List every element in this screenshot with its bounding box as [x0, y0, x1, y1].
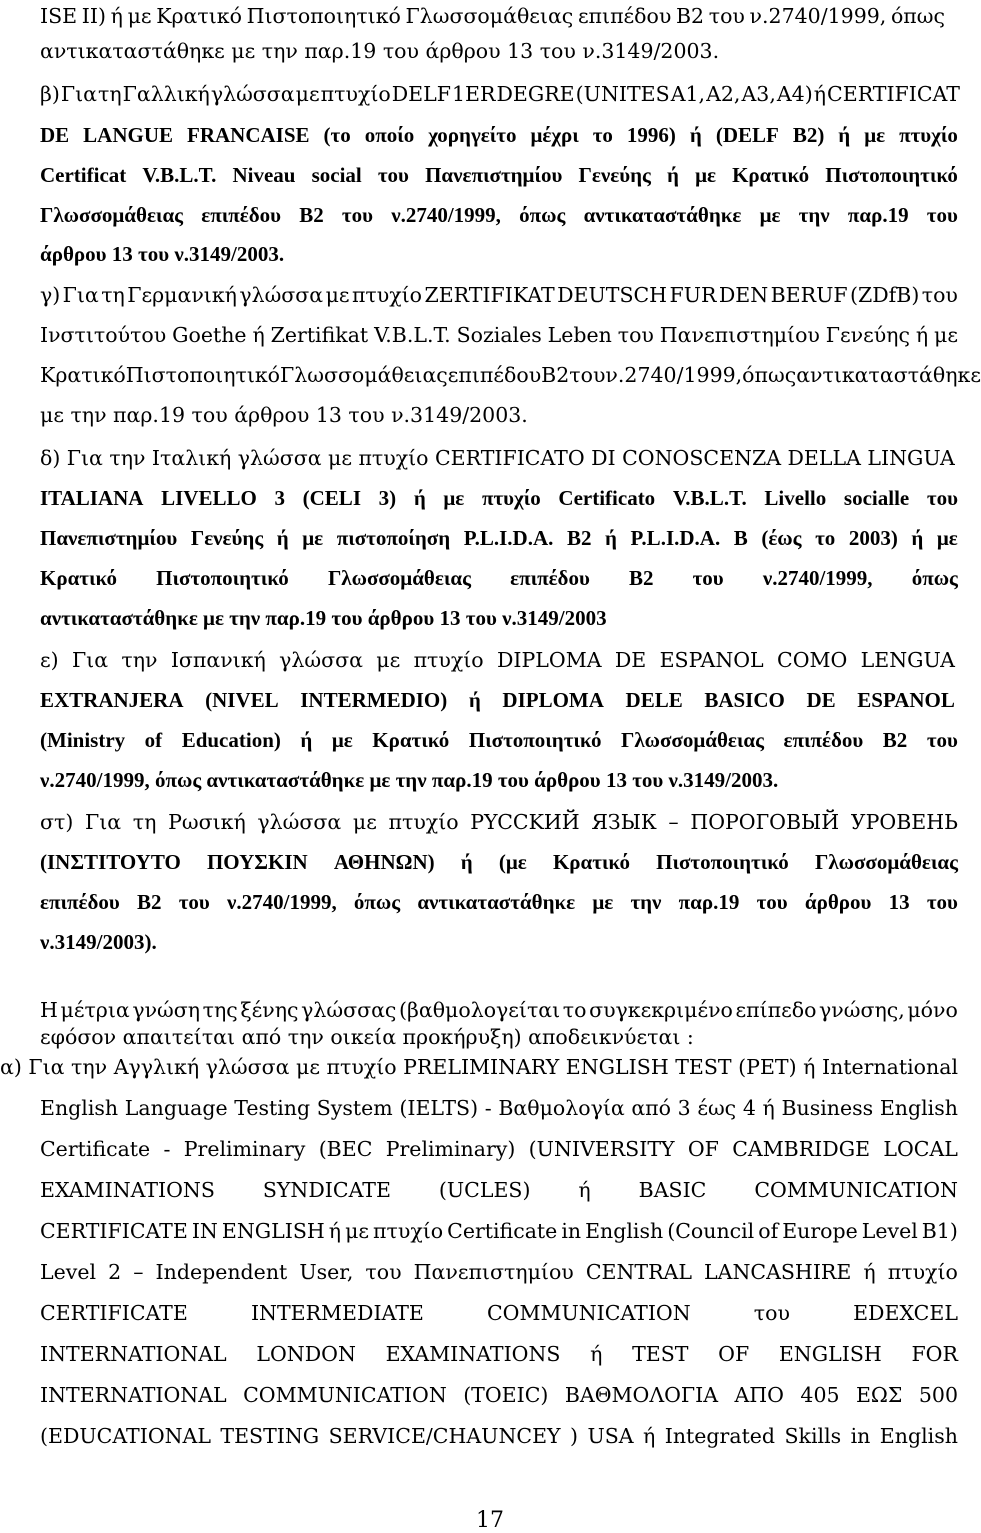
text-line: Certificate - Preliminary (BEC Preliminary) (UNIVERSITY OF CAMBRIDGE LOCAL	[40, 1137, 958, 1161]
text-line: Γλωσσομάθειας επιπέδου Β2 του ν.2740/1999, όπως αντικαταστάθηκε με την παρ.19 του	[40, 203, 958, 227]
text-line: CERTIFICATE IN ENGLISH ή με πτυχίο Certificate in English (Council of Europe Level B1)	[40, 1219, 958, 1243]
text-line: Κρατικό Πιστοποιητικό Γλωσσομάθειας επιπέδου Β2 του ν.2740/1999, όπως αντικαταστάθηκε	[40, 363, 981, 387]
text-line: β) Για τη Γαλλική γλώσσα με πτυχίο DELF 1ER DEGRE (UNITES A1, A2, A3, A4) ή CERTIFICAT	[40, 82, 960, 106]
text-line: INTERNATIONAL COMMUNICATION (TOEIC) ΒΑΘΜΟΛΟΓΙΑ ΑΠΟ 405 ΕΩΣ 500	[40, 1383, 958, 1407]
text-line: Certificat V.B.L.T. Niveau social του Πανεπιστημίου Γενεύης ή με Κρατικό Πιστοποιητικό	[40, 163, 958, 187]
text-line: Level 2 – Independent User, του Πανεπιστημίου CENTRAL LANCASHIRE ή πτυχίο	[40, 1260, 958, 1284]
text-line: (ΙΝΣΤΙΤΟΥΤΟ ΠΟΥΣΚΙΝ ΑΘΗΝΩΝ) ή (με Κρατικό Πιστοποιητικό Γλωσσομάθειας	[40, 850, 958, 874]
text-line: γ) Για τη Γερμανική γλώσσα με πτυχίο ZERTIFIKAT DEUTSCH FUR DEN BERUF (ZDfB) του	[40, 283, 958, 307]
text-line: εφόσον απαιτείται από την οικεία προκήρυξη) αποδεικνύεται :	[40, 1025, 694, 1049]
text-line: EXTRANJERA (NIVEL INTERMEDIO) ή DIPLOMA DELE BASICO DE ESPANOL	[40, 688, 955, 712]
text-line: δ) Για την Ιταλική γλώσσα με πτυχίο CERTIFICATO DI CONOSCENZA DELLA LINGUA	[40, 446, 955, 470]
text-line: Κρατικό Πιστοποιητικό Γλωσσομάθειας επιπέδου Β2 του ν.2740/1999, όπως	[40, 566, 958, 590]
text-line: (EDUCATIONAL TESTING SERVICE/CHAUNCEY ) USA ή Integrated Skills in English	[40, 1424, 958, 1448]
text-line: (Ministry of Education) ή με Κρατικό Πιστοποιητικό Γλωσσομάθειας επιπέδου Β2 του	[40, 728, 958, 752]
text-line: άρθρου 13 του ν.3149/2003.	[40, 242, 285, 266]
text-line: ν.3149/2003).	[40, 930, 157, 954]
text-line: ε) Για την Ισπανική γλώσσα με πτυχίο DIPLOMA DE ESPANOL COMO LENGUA	[40, 648, 955, 672]
text-line: αντικαταστάθηκε με την παρ.19 του άρθρου 13 του ν.3149/2003.	[40, 39, 720, 63]
text-line: α) Για την Αγγλική γλώσσα με πτυχίο PRELIMINARY ENGLISH TEST (PET) ή International	[0, 1055, 958, 1079]
text-line: ν.2740/1999, όπως αντικαταστάθηκε με την παρ.19 του άρθρου 13 του ν.3149/2003.	[40, 768, 779, 792]
text-line: επιπέδου Β2 του ν.2740/1999, όπως αντικαταστάθηκε με την παρ.19 του άρθρου 13 του	[40, 890, 958, 914]
text-line: Η μέτρια γνώση της ξένης γλώσσας (βαθμολογείται το συγκεκριμένο επίπεδο γνώσης, μόνο	[40, 998, 958, 1022]
text-line: ISE II) ή με Κρατικό Πιστοποιητικό Γλωσσομάθειας επιπέδου Β2 του ν.2740/1999, όπως	[40, 4, 945, 28]
text-line: INTERNATIONAL LONDON EXAMINATIONS ή TEST OF ENGLISH FOR	[40, 1342, 958, 1366]
text-line: ITALIANA LIVELLO 3 (CELI 3) ή με πτυχίο Certificato V.B.L.T. Livello socialle του	[40, 486, 958, 510]
text-line: Ινστιτούτου Goethe ή Zertifikat V.B.L.T. Soziales Leben του Πανεπιστημίου Γενεύης ή με	[40, 323, 958, 347]
text-line: αντικαταστάθηκε με την παρ.19 του άρθρου 13 του ν.3149/2003	[40, 606, 607, 630]
text-line: DE LANGUE FRANCAISE (το οποίο χορηγείτο μέχρι το 1996) ή (DELF B2) ή με πτυχίο	[40, 123, 958, 147]
text-line: Πανεπιστημίου Γενεύης ή με πιστοποίηση P.L.I.D.A. B2 ή P.L.I.D.A. B (έως το 2003) ή με	[40, 526, 958, 550]
text-line: στ) Για τη Ρωσική γλώσσα με πτυχίο PYCCKИЙ ЯЗЫК – ПОРОГОВЫЙ УРОВЕНЬ	[40, 810, 958, 834]
page-number: 17	[476, 1508, 504, 1533]
text-line: CERTIFICATE INTERMEDIATE COMMUNICATION του EDEXCEL	[40, 1301, 958, 1325]
text-line: EXAMINATIONS SYNDICATE (UCLES) ή BASIC COMMUNICATION	[40, 1178, 958, 1202]
text-line: English Language Testing System (IELTS) - Βαθμολογία από 3 έως 4 ή Business English	[40, 1096, 958, 1120]
text-line: με την παρ.19 του άρθρου 13 του ν.3149/2003.	[40, 403, 528, 427]
